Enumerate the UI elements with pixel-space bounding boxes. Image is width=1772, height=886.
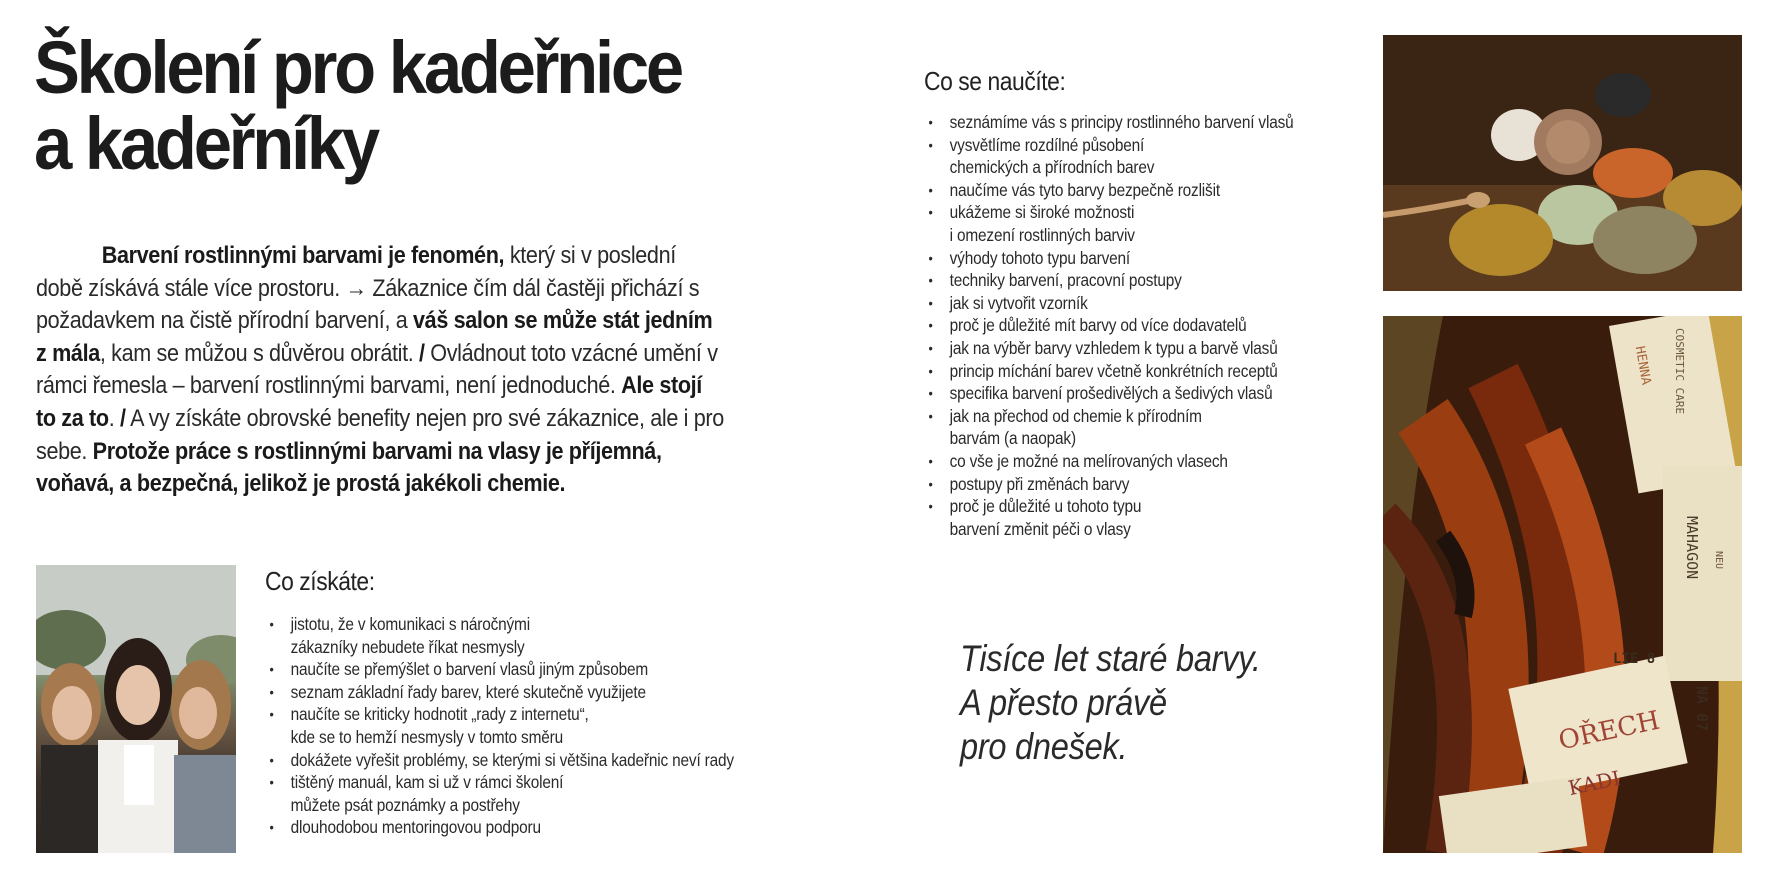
- list-item: • proč je důležité u tohoto typu barvení změnit péči o vlasy: [925, 495, 1383, 540]
- list-item: • seznámíme vás s principy rostlinného barvení vlasů: [925, 111, 1383, 134]
- powders-illustration: [1383, 35, 1742, 291]
- photo-plant-dye-powders: [1383, 35, 1742, 291]
- arrow-icon: →: [339, 274, 373, 302]
- page-title: [34, 26, 704, 185]
- label-orech: OŘECH: [1556, 705, 1663, 757]
- tagline-quote: [960, 637, 1330, 769]
- list-item: • seznam základní řady barev, které skutečně využijete: [266, 681, 812, 704]
- list-item: • výhody tohoto typu barvení: [925, 247, 1383, 270]
- label-mahagon: MAHAGON: [1683, 516, 1701, 580]
- list-item: • dlouhodobou mentoringovou podporu: [266, 816, 812, 839]
- intro-s3: Ovládnout toto vzácné umění v rámci řemesla – barvení rostlinnými barvami, není jednoduché.: [36, 339, 718, 400]
- list-item: • co vše je možné na melírovaných vlasech: [925, 450, 1383, 473]
- photo-colored-hair-samples: [1383, 316, 1742, 853]
- list-item: • techniky barvení, pracovní postupy: [925, 269, 1383, 292]
- intro-s4: A vy získáte obrovské benefity nejen pro své zákaznice, ale i pro sebe.: [36, 404, 724, 465]
- list-item: • jak na přechod od chemie k přírodním barvám (a naopak): [925, 405, 1383, 450]
- intro-s1-bold: Barvení rostlinnými barvami je fenomén,: [101, 242, 505, 269]
- list-item: • ukážeme si široké možnosti i omezení rostlinných barviv: [925, 201, 1383, 246]
- tagline-line-2: A přesto právě: [960, 682, 1167, 723]
- intro-s4-bold: Protože práce s rostlinnými barvami na vlasy je příjemná, voňavá, a bezpečná, jelikož je prostá jakékoli chemie.: [36, 437, 662, 498]
- label-cosmetic-care: COSMETIC CARE: [1673, 328, 1686, 415]
- label-lie: LIE 8: [1613, 651, 1656, 667]
- list-item: • jistotu, že v komunikaci s náročnými zákazníky nebudete říkat nesmysly: [266, 613, 812, 658]
- intro-paragraph: [36, 240, 725, 501]
- label-henna: HENNA: [1631, 344, 1654, 387]
- benefits-list: [266, 613, 812, 839]
- intro-separator-1: /: [419, 339, 425, 367]
- tagline-line-3: pro dnešek.: [960, 726, 1128, 767]
- list-item: • proč je důležité mít barvy od více dodavatelů: [925, 314, 1383, 337]
- intro-separator-2: /: [120, 404, 126, 432]
- list-item: • jak si vytvořit vzorník: [925, 292, 1383, 315]
- intro-s2-bold: váš salon se může stát jedním z mála: [36, 307, 713, 367]
- intro-s2: Zákaznice čím dál častěji přichází s požadavkem na čistě přírodní barvení, a: [36, 274, 700, 335]
- list-item: • vysvětlíme rozdílné působení chemických a přírodních barev: [925, 134, 1383, 179]
- learn-heading: Co se naučíte:: [924, 66, 1066, 96]
- page-title-line-2: a kadeřníky: [34, 102, 377, 185]
- list-item: • jak na výběr barvy vzhledem k typu a barvě vlasů: [925, 337, 1383, 360]
- list-item: • naučíme vás tyto barvy bezpečně rozlišit: [925, 179, 1383, 202]
- learn-list: [925, 111, 1383, 540]
- photo-three-women: [36, 565, 236, 853]
- label-neu: NEU: [1713, 551, 1724, 570]
- list-item: • naučíte se přemýšlet o barvení vlasů jiným způsobem: [266, 658, 812, 681]
- intro-s3-dot: .: [108, 404, 121, 432]
- list-item: • tištěný manuál, kam si už v rámci školení můžete psát poznámky a postřehy: [266, 771, 812, 816]
- hair-illustration: [1383, 316, 1742, 853]
- list-item: • specifika barvení prošedivělých a šedivých vlasů: [925, 382, 1383, 405]
- list-item: • princip míchání barev včetně konkrétních receptů: [925, 360, 1383, 383]
- list-item: • dokážete vyřešit problémy, se kterými si většina kadeřnic neví rady: [266, 749, 812, 772]
- page-title-line-1: Školení pro kadeřnice: [34, 26, 681, 109]
- list-item: • naučíte se kriticky hodnotit „rady z internetu“, kde se to hemží nesmysly v tomto směru: [266, 703, 812, 748]
- label-na07: NA 07: [1693, 686, 1711, 732]
- intro-s2-rest: , kam se můžou s důvěrou obrátit.: [99, 339, 420, 367]
- list-item: • postupy při změnách barvy: [925, 473, 1383, 496]
- intro-s3-bold: Ale stojí to za to: [36, 372, 702, 432]
- label-kadi: KADI: [1566, 765, 1623, 801]
- benefits-heading: Co získáte:: [265, 566, 375, 596]
- intro-s1: který si v poslední době získává stále více prostoru.: [36, 242, 676, 302]
- tagline-line-1: Tisíce let staré barvy.: [960, 638, 1261, 679]
- women-illustration: [36, 565, 236, 853]
